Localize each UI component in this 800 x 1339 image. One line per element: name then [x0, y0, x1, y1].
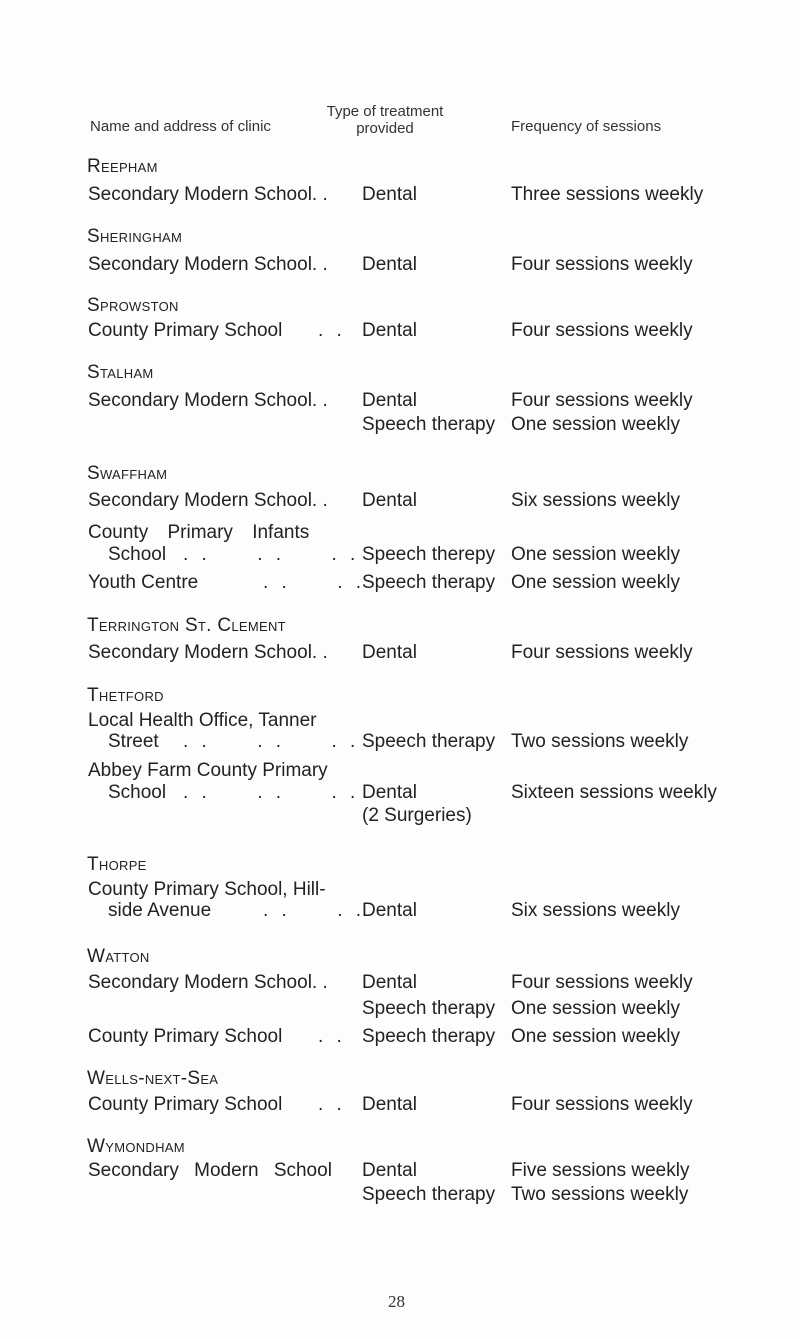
column-header-type-line2: provided [356, 120, 414, 137]
treatment-type: Dental [362, 254, 417, 275]
session-frequency: Four sessions weekly [511, 320, 693, 341]
clinic-name: Secondary Modern School. . [88, 254, 328, 275]
treatment-type: Speech therepy [362, 544, 496, 565]
clinic-name-text: Youth Centre [88, 572, 199, 593]
town-heading-reepham: Reepham [87, 156, 158, 177]
column-header-frequency: Frequency of sessions [511, 118, 662, 135]
town-heading-thorpe: Thorpe [87, 854, 147, 875]
leader-dots: . . [318, 1094, 346, 1115]
session-frequency: One session weekly [511, 572, 680, 593]
session-frequency: Four sessions weekly [511, 642, 693, 663]
clinic-name-text: County Primary School [88, 1026, 283, 1047]
clinic-name: Secondary Modern School. . [88, 490, 328, 511]
session-frequency: Two sessions weekly [511, 731, 689, 752]
treatment-type: Speech therapy [362, 414, 496, 435]
town-heading-wymondham: Wymondham [87, 1136, 185, 1157]
treatment-type: Dental [362, 320, 417, 341]
session-frequency: Two sessions weekly [511, 1184, 689, 1205]
leader-dots: . . . . [263, 572, 366, 593]
page-number: 28 [388, 1292, 405, 1311]
treatment-type: Dental [362, 642, 417, 663]
session-frequency: One session weekly [511, 1026, 680, 1047]
treatment-type: Dental [362, 1094, 417, 1115]
clinic-name-line1: Local Health Office, Tanner [88, 710, 317, 731]
clinic-name [88, 1094, 348, 1116]
treatment-type: Speech therapy [362, 572, 496, 593]
clinic-name: Secondary Modern School. . [88, 390, 328, 411]
clinic-name-text: side Avenue [108, 900, 212, 921]
town-heading-sprowston: Sprowston [87, 295, 179, 316]
town-heading-swaffham: Swaffham [87, 463, 168, 484]
treatment-type: Dental [362, 972, 417, 993]
clinic-name-text: Street [108, 731, 159, 752]
session-frequency: Three sessions weekly [511, 184, 704, 205]
session-frequency: One session weekly [511, 998, 680, 1019]
town-heading-sheringham: Sheringham [87, 226, 183, 247]
treatment-type: Speech therapy [362, 1184, 496, 1205]
clinic-name-line2 [88, 782, 360, 804]
session-frequency: Sixteen sessions weekly [511, 782, 717, 803]
column-header-type-line1: Type of treatment [326, 103, 444, 120]
clinic-name: Secondary Modern School. . [88, 184, 328, 205]
clinic-name: Secondary Modern School. . [88, 972, 328, 993]
session-frequency: Six sessions weekly [511, 490, 680, 511]
clinic-name [88, 1026, 348, 1048]
clinic-name-line2 [88, 731, 360, 753]
treatment-type: Dental [362, 1160, 417, 1181]
session-frequency: Four sessions weekly [511, 1094, 693, 1115]
session-frequency: Four sessions weekly [511, 390, 693, 411]
clinic-name [88, 320, 348, 342]
clinic-name [88, 572, 366, 594]
treatment-type: Dental [362, 390, 417, 411]
town-heading-stalham: Stalham [87, 362, 154, 383]
leader-dots: . . . . . . [183, 782, 360, 803]
clinic-name-line1: County Primary Infants [88, 522, 310, 543]
clinic-name-text: County Primary School [88, 320, 283, 341]
session-frequency: One session weekly [511, 414, 680, 435]
town-heading-watton: Watton [87, 946, 150, 967]
leader-dots: . . . . . . [183, 731, 360, 752]
treatment-type: Dental [362, 490, 417, 511]
column-header-name: Name and address of clinic [90, 118, 271, 135]
town-heading-terrington: Terrington St. Clement [87, 615, 286, 636]
clinic-name-line1: Abbey Farm County Primary [88, 760, 328, 781]
leader-dots: . . [318, 320, 346, 341]
clinic-name-text: County Primary School [88, 1094, 283, 1115]
session-frequency: Four sessions weekly [511, 254, 693, 275]
column-header-type [300, 103, 470, 137]
treatment-type: Dental [362, 900, 417, 921]
treatment-type: Speech therapy [362, 1026, 496, 1047]
clinic-name-line2 [88, 900, 366, 922]
clinic-name: Secondary Modern School [88, 1160, 332, 1181]
treatment-note: (2 Surgeries) [362, 805, 472, 826]
treatment-type: Dental [362, 782, 417, 803]
town-heading-wells: Wells-next-Sea [87, 1068, 219, 1089]
clinic-name-text: School [108, 544, 167, 565]
session-frequency: Five sessions weekly [511, 1160, 690, 1181]
treatment-type: Speech therapy [362, 998, 496, 1019]
clinic-name-text: School [108, 782, 167, 803]
town-heading-thetford: Thetford [87, 685, 164, 706]
treatment-type: Dental [362, 184, 417, 205]
leader-dots: . . . . . . [183, 544, 360, 565]
clinic-name: Secondary Modern School. . [88, 642, 328, 663]
clinic-name-line1: County Primary School, Hill- [88, 879, 326, 900]
leader-dots: . . . . [263, 900, 366, 921]
session-frequency: One session weekly [511, 544, 680, 565]
leader-dots: . . [318, 1026, 346, 1047]
clinic-name-line2 [88, 544, 360, 566]
session-frequency: Six sessions weekly [511, 900, 680, 921]
session-frequency: Four sessions weekly [511, 972, 693, 993]
treatment-type: Speech therapy [362, 731, 496, 752]
